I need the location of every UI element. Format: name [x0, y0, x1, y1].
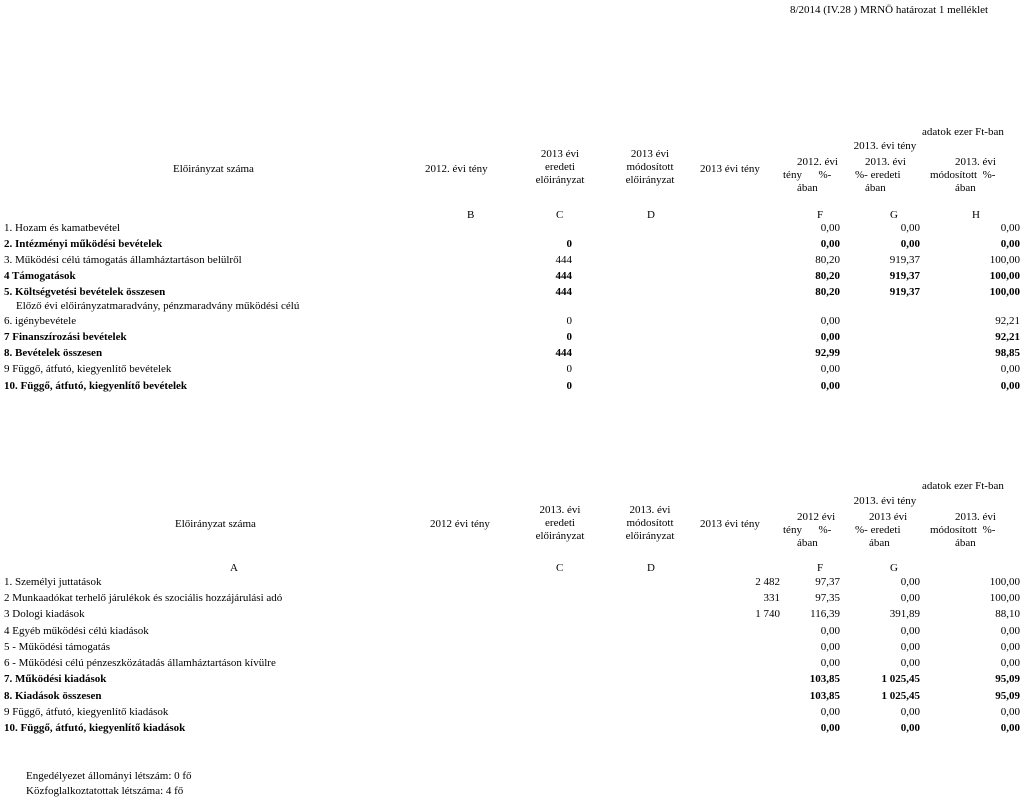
cell-g: 0,00: [900, 641, 920, 653]
cell-f: 0,00: [820, 657, 840, 669]
cell-orig: 0: [566, 331, 572, 343]
cell-f: 0,00: [820, 222, 840, 234]
row-label: 4 Egyéb működési célú kiadások: [4, 625, 149, 637]
cell-orig: 444: [555, 270, 572, 282]
col-header-2012: 2012 évi tény: [430, 518, 490, 530]
row-label: 9 Függő, átfutó, kiegyenlítő bevételek: [4, 363, 172, 375]
cell-h: 100,00: [989, 576, 1020, 588]
cell-h: 92,21: [995, 315, 1020, 327]
col-header-2012: 2012. évi tény: [425, 163, 488, 175]
cell-g: 919,37: [889, 286, 920, 298]
pct-header-orig: 2013 évi %- eredeti ában: [855, 511, 908, 549]
cell-orig: 0: [566, 238, 572, 250]
cell-orig: 444: [555, 254, 572, 266]
letter-c: C: [556, 562, 564, 574]
row-label: 8. Kiadások összesen: [4, 690, 102, 702]
row-label-prefix: Előző évi előirányzatmaradvány, pénzmaradvány működési célú: [16, 300, 300, 312]
cell-g: 0,00: [900, 576, 920, 588]
cell-tény: 1 740: [755, 608, 780, 620]
pct-header-orig: 2013. évi %- eredeti ában: [855, 156, 906, 194]
col-header-orig: 2013 évi eredeti előirányzat: [535, 148, 585, 186]
cell-h: 0,00: [1000, 238, 1020, 250]
cell-f: 0,00: [820, 706, 840, 718]
cell-f: 0,00: [820, 722, 840, 734]
letter-g: G: [890, 562, 898, 574]
cell-f: 80,20: [815, 254, 840, 266]
cell-h: 100,00: [989, 592, 1020, 604]
cell-f: 0,00: [820, 380, 840, 392]
pct-header-2012: 2012. évi tény %- ában: [783, 156, 838, 194]
cell-orig: 444: [555, 286, 572, 298]
cell-f: 92,99: [815, 347, 840, 359]
cell-g: 0,00: [900, 238, 920, 250]
cell-g: 391,89: [889, 608, 920, 620]
cell-h: 0,00: [1000, 657, 1020, 669]
cell-f: 97,37: [815, 576, 840, 588]
row-label: 10. Függő, átfutó, kiegyenlítő kiadások: [4, 722, 186, 734]
letter-g: G: [890, 209, 898, 221]
cell-h: 100,00: [989, 270, 1020, 282]
letter-h: H: [972, 209, 980, 221]
cell-f: 0,00: [820, 315, 840, 327]
cell-h: 95,09: [995, 673, 1020, 685]
cell-f: 0,00: [820, 625, 840, 637]
cell-h: 95,09: [995, 690, 1020, 702]
row-label: 6 - Működési célú pénzeszközátadás államháztartáson kívülre: [4, 657, 276, 669]
cell-g: 919,37: [889, 254, 920, 266]
cell-f: 0,00: [820, 363, 840, 375]
col-header-2013: 2013 évi tény: [700, 163, 760, 175]
cell-f: 0,00: [820, 331, 840, 343]
row-label: 5. Költségvetési bevételek összesen: [4, 286, 166, 298]
cell-orig: 0: [566, 380, 572, 392]
cell-h: 100,00: [989, 286, 1020, 298]
cell-h: 0,00: [1000, 380, 1020, 392]
letter-d: D: [647, 209, 655, 221]
pct-header-mod: 2013. évi módosított %- ában: [930, 156, 996, 194]
row-label: 7. Működési kiadások: [4, 673, 107, 685]
row-label: 8. Bevételek összesen: [4, 347, 103, 359]
cell-f: 0,00: [820, 238, 840, 250]
col-header-orig: 2013. évi eredeti előirányzat: [535, 504, 585, 542]
cell-h: 92,21: [995, 331, 1020, 343]
cell-g: 0,00: [900, 625, 920, 637]
document-reference: 8/2014 (IV.28 ) MRNÖ határozat 1 melléklet: [790, 4, 989, 16]
row-label: 9 Függő, átfutó, kiegyenlítő kiadások: [4, 706, 169, 718]
group-header: 2013. évi tény: [853, 495, 917, 507]
letter-f: F: [817, 562, 824, 574]
row-label: 7 Finanszírozási bevételek: [4, 331, 127, 343]
cell-g: 0,00: [900, 722, 920, 734]
cell-h: 0,00: [1000, 363, 1020, 375]
letter-d: D: [647, 562, 655, 574]
row-header: Előirányzat száma: [175, 518, 256, 530]
row-label: 1. Személyi juttatások: [4, 576, 102, 588]
cell-g: 919,37: [889, 270, 920, 282]
unit-note: adatok ezer Ft-ban: [922, 480, 1004, 492]
cell-orig: 444: [555, 347, 572, 359]
footer-public-workers: Közfoglalkoztatottak létszáma: 4 fő: [26, 785, 184, 797]
footer-staff-count: Engedélyezet állományi létszám: 0 fő: [26, 770, 192, 782]
letter-a: A: [230, 562, 238, 574]
cell-f: 0,00: [820, 641, 840, 653]
col-header-mod: 2013. évi módosított előirányzat: [625, 504, 675, 542]
pct-header-2012: 2012 évi tény %- ában: [783, 511, 836, 549]
cell-tény: 2 482: [755, 576, 780, 588]
row-label: 2 Munkaadókat terhelő járulékok és szociális hozzájárulási adó: [4, 592, 283, 604]
cell-f: 103,85: [809, 690, 840, 702]
letter-f: F: [817, 209, 824, 221]
row-label: 4 Támogatások: [4, 270, 76, 282]
row-header: Előirányzat száma: [173, 163, 254, 175]
row-label: 3 Dologi kiadások: [4, 608, 85, 620]
cell-f: 97,35: [815, 592, 840, 604]
cell-f: 80,20: [815, 270, 840, 282]
cell-f: 116,39: [810, 608, 840, 620]
cell-h: 100,00: [989, 254, 1020, 266]
cell-g: 0,00: [900, 706, 920, 718]
cell-f: 103,85: [809, 673, 840, 685]
row-label: 2. Intézményi működési bevételek: [4, 238, 163, 250]
cell-h: 0,00: [1000, 706, 1020, 718]
row-label: 1. Hozam és kamatbevétel: [4, 222, 121, 234]
group-header: 2013. évi tény: [853, 140, 917, 152]
letter-c: C: [556, 209, 564, 221]
row-label: 5 - Működési támogatás: [4, 641, 111, 653]
cell-h: 0,00: [1000, 722, 1020, 734]
cell-g: 1 025,45: [881, 690, 920, 702]
cell-orig: 0: [566, 363, 572, 375]
cell-h: 88,10: [995, 608, 1020, 620]
row-label: 6. igénybevétele: [4, 315, 77, 327]
col-header-2013: 2013 évi tény: [700, 518, 760, 530]
letter-b: B: [467, 209, 475, 221]
unit-note: adatok ezer Ft-ban: [922, 126, 1004, 138]
cell-orig: 0: [566, 315, 572, 327]
cell-h: 0,00: [1000, 641, 1020, 653]
row-label: 3. Működési célú támogatás államháztartáson belülről: [4, 254, 242, 266]
row-label: 10. Függő, átfutó, kiegyenlítő bevételek: [4, 380, 188, 392]
cell-g: 0,00: [900, 222, 920, 234]
cell-tény: 331: [763, 592, 780, 604]
cell-h: 0,00: [1000, 222, 1020, 234]
cell-g: 1 025,45: [881, 673, 920, 685]
pct-header-mod: 2013. évi módosított %- ában: [930, 511, 996, 549]
cell-g: 0,00: [900, 592, 920, 604]
cell-g: 0,00: [900, 657, 920, 669]
cell-h: 98,85: [995, 347, 1020, 359]
cell-h: 0,00: [1000, 625, 1020, 637]
cell-f: 80,20: [815, 286, 840, 298]
col-header-mod: 2013 évi módosított előirányzat: [625, 148, 675, 186]
